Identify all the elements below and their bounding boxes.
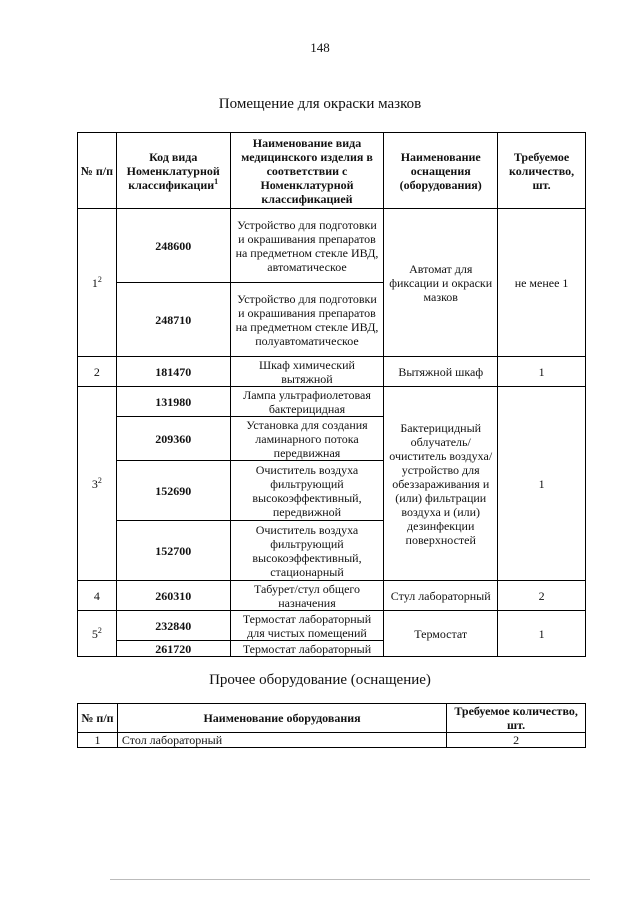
row-code: 152700: [116, 521, 230, 581]
row-code: 131980: [116, 387, 230, 417]
row-name: Очиститель воздуха фильтрующий высокоэффективный, передвижной: [230, 461, 384, 521]
room-title: Помещение для окраски мазков: [218, 96, 422, 112]
row-quantity: 1: [498, 387, 586, 581]
row-code: 232840: [116, 611, 230, 641]
row-name: Устройство для подготовки и окрашивания препаратов на предметном стекле ИВД, автоматическое: [230, 209, 384, 283]
row-num: 4: [78, 581, 117, 611]
row-name: Установка для создания ламинарного потока передвижная: [230, 417, 384, 461]
table-row: [78, 611, 586, 641]
equipment-table: [77, 132, 586, 657]
row-num: 2: [78, 357, 117, 387]
row-num: 1: [78, 733, 118, 748]
row-equipment: Термостат: [384, 611, 498, 657]
header-name: Наименование оборудования: [117, 704, 446, 733]
row-quantity: не менее 1: [498, 209, 586, 357]
row-quantity: 2: [447, 733, 586, 748]
other-equipment-title: Прочее оборудование (оснащение): [209, 672, 431, 688]
table-row: [78, 733, 586, 748]
row-code: 260310: [116, 581, 230, 611]
row-num: $3^2$: [78, 387, 117, 581]
row-name: Очиститель воздуха фильтрующий высокоэффективный, стационарный: [230, 521, 384, 581]
row-name: Шкаф химический вытяжной: [230, 357, 384, 387]
header-code: Код вида Номенклатурной классификации$^1$: [116, 133, 230, 209]
row-equipment: Вытяжной шкаф: [384, 357, 498, 387]
row-code: 248710: [116, 283, 230, 357]
header-equipment: Наименование оснащения (оборудования): [384, 133, 498, 209]
row-equipment: Автомат для фиксации и окраски мазков: [384, 209, 498, 357]
row-equipment: Бактерицидный облучатель/ очиститель воздуха/ устройство для обеззараживания и (или) фильтрации воздуха и (или) дезинфекции поверхностей: [384, 387, 498, 581]
row-code: 152690: [116, 461, 230, 521]
row-name: Термостат лабораторный: [230, 641, 384, 657]
row-name: Табурет/стул общего назначения: [230, 581, 384, 611]
row-code: 248600: [116, 209, 230, 283]
row-name: Лампа ультрафиолетовая бактерицидная: [230, 387, 384, 417]
table-header-row: [78, 704, 586, 733]
row-num: $1^2$: [78, 209, 117, 357]
row-quantity: 1: [498, 357, 586, 387]
row-name: Стол лабораторный: [117, 733, 446, 748]
header-quantity: Требуемое количество, шт.: [447, 704, 586, 733]
table-row: [78, 357, 586, 387]
row-name: Термостат лабораторный для чистых помещений: [230, 611, 384, 641]
table-header-row: [78, 133, 586, 209]
table-row: [78, 581, 586, 611]
header-name: Наименование вида медицинского изделия в соответствии с Номенклатурной классификацией: [230, 133, 384, 209]
header-num: № п/п: [78, 704, 118, 733]
table-row: [78, 209, 586, 283]
other-equipment-table: [77, 703, 586, 748]
row-equipment: Стул лабораторный: [384, 581, 498, 611]
row-quantity: 2: [498, 581, 586, 611]
row-code: 209360: [116, 417, 230, 461]
row-code: 181470: [116, 357, 230, 387]
header-num: № п/п: [78, 133, 117, 209]
page-bottom-divider: [110, 879, 590, 880]
table-row: [78, 387, 586, 417]
row-num: $5^2$: [78, 611, 117, 657]
row-name: Устройство для подготовки и окрашивания препаратов на предметном стекле ИВД, полуавтоматическое: [230, 283, 384, 357]
page-number: 148: [310, 40, 330, 55]
header-quantity: Требуемое количество, шт.: [498, 133, 586, 209]
row-quantity: 1: [498, 611, 586, 657]
row-code: 261720: [116, 641, 230, 657]
